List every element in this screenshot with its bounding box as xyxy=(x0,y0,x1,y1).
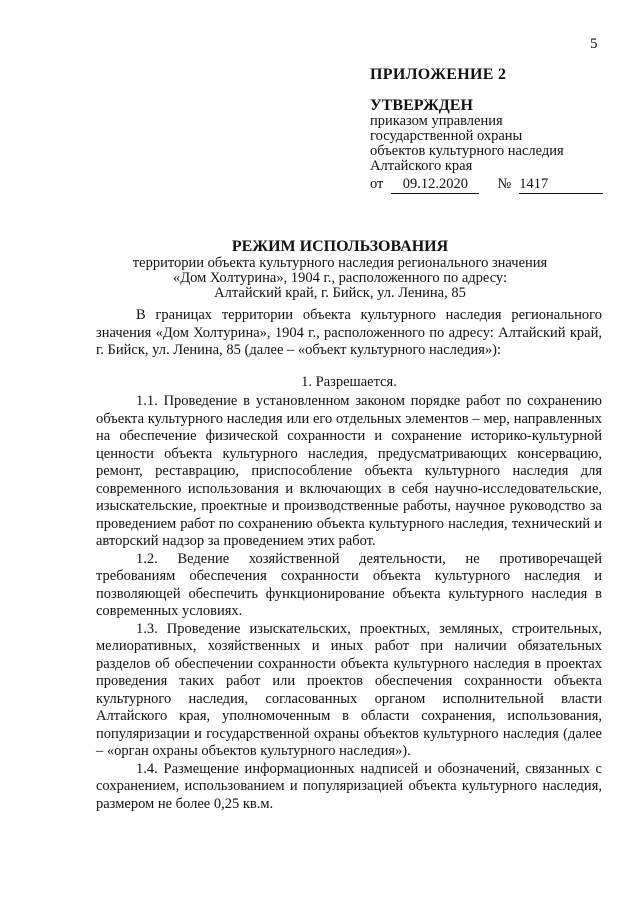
intro-paragraph: В границах территории объекта культурного наследия регионального значения «Дом Холтурина», 1904 г., расположенного по адресу: Алтайский край, г. Бийск, ул. Ленина, 85 (далее – «объект культурного наследия»): xyxy=(96,307,602,358)
order-line: государственной охраны xyxy=(370,128,523,144)
order-date-line xyxy=(370,176,610,194)
date-prefix: от xyxy=(370,176,384,192)
order-line: приказом управления xyxy=(370,113,503,129)
order-line: объектов культурного наследия xyxy=(370,143,564,159)
page-number: 5 xyxy=(590,36,598,52)
order-line: Алтайского края xyxy=(370,158,473,174)
order-number: 1417 xyxy=(519,176,603,194)
paragraph-1-2: 1.2. Ведение хозяйственной деятельности, не противоречащей требованиям обеспечения сохранности объекта культурного наследия и позволяющей обеспечить функционирование объекта культурного наследия в современных условиях. xyxy=(96,550,602,619)
appendix-block xyxy=(370,66,610,194)
order-date: 09.12.2020 xyxy=(391,176,479,194)
subtitle-line: территории объекта культурного наследия регионального значения xyxy=(132,255,548,271)
regime-title: РЕЖИМ ИСПОЛЬЗОВАНИЯ xyxy=(231,238,449,255)
paragraph-1-4: 1.4. Размещение информационных надписей и обозначений, связанных с сохранением, использованием и популяризацией объекта культурного наследия, размером не более 0,25 кв.м. xyxy=(96,760,602,812)
document-body xyxy=(96,307,602,813)
number-label: № xyxy=(497,176,512,192)
approved-label: УТВЕРЖДЕН xyxy=(370,97,473,114)
appendix-title: ПРИЛОЖЕНИЕ 2 xyxy=(370,66,507,83)
regime-heading xyxy=(60,238,620,301)
subtitle-line: «Дом Холтурина», 1904 г., расположенного по адресу: xyxy=(172,270,508,286)
order-reference xyxy=(370,114,610,174)
regime-subtitle xyxy=(60,256,620,301)
section-heading: 1. Разрешается. xyxy=(301,373,397,390)
paragraph-1-3: 1.3. Проведение изыскательских, проектных, земляных, строительных, мелиоративных, хозяйственных и иных работ при наличии обязательных разделов об обеспечении сохранности объекта культурного наследия в проектах проведения таких работ или проектов обеспечения сохранности объекта культурного наследия, согласованных органом исполнительной власти Алтайского края, уполномоченным в области сохранения, использования, популяризации и государственной охраны объектов культурного наследия (далее – «орган охраны объектов культурного наследия»). xyxy=(96,620,602,759)
subtitle-line: Алтайский край, г. Бийск, ул. Ленина, 85 xyxy=(214,285,466,301)
paragraph-1-1: 1.1. Проведение в установленном законом порядке работ по сохранению объекта культурного наследия или его отдельных элементов – мер, направленных на обеспечение физической сохранности и сохранение историко-культурной ценности объекта культурного наследия, предусматривающих консервацию, ремонт, реставрацию, приспособление объекта культурного наследия для современного использования и включающих в себя научно-исследовательские, изыскательские, проектные и производственные работы, научное руководство за проведением работ по сохранению объекта культурного наследия, технический и авторский надзор за проведением этих работ. xyxy=(96,393,602,549)
